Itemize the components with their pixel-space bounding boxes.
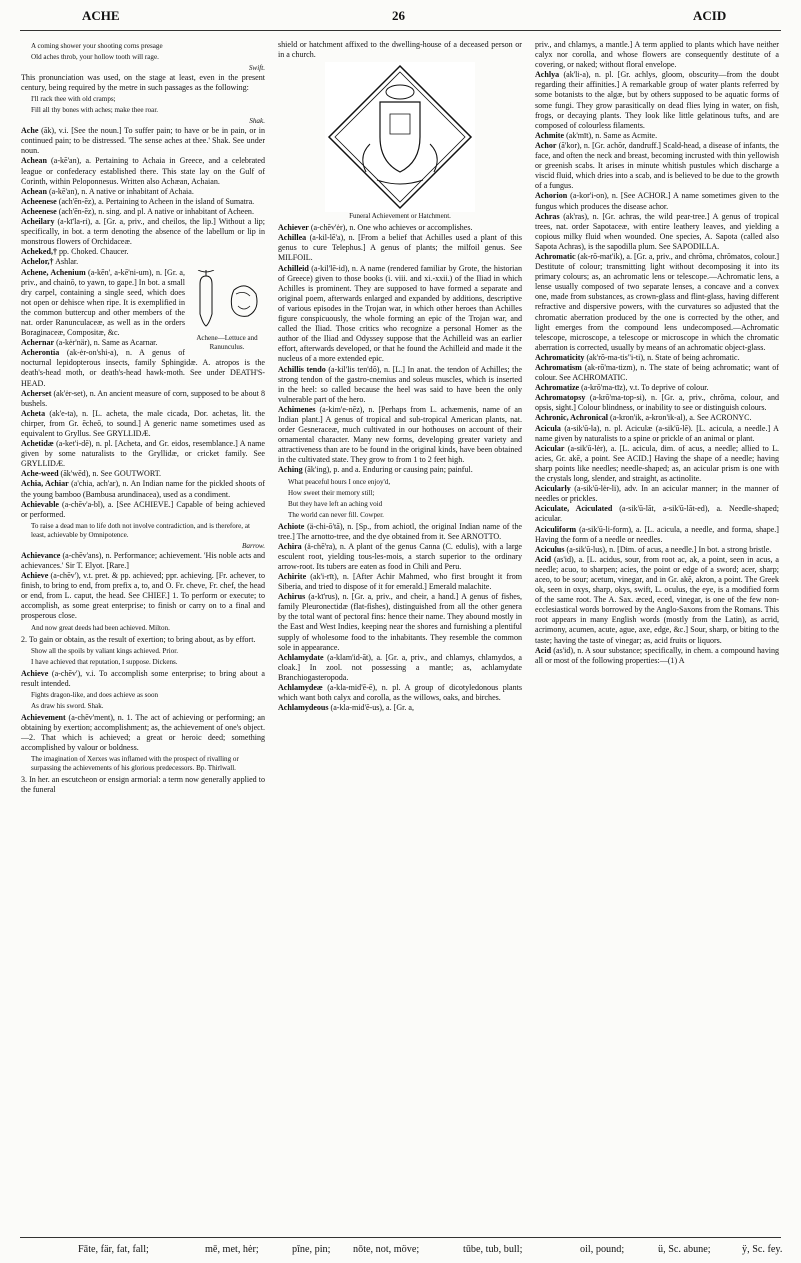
dictionary-entry — [278, 592, 522, 653]
headword: Achillis tendo — [278, 364, 326, 374]
quotation: What peaceful hours I once enjoy'd, — [288, 477, 391, 486]
dictionary-entry — [21, 156, 265, 186]
headword: Achean — [21, 156, 47, 166]
definition-text: (as'id), n. A sour substance; specifically, in chem. a compound having all or most of the following properties:—(1) A — [535, 645, 779, 665]
definition-text: (ak-ėr-on'shi-a), n. A genus of nocturnal lepidopterous insects, family Sphingidæ. A. atropos is the death's-head moth, or death's-head hawk-moth. See under DEATH'S-HEAD. — [21, 348, 265, 388]
headword: Achilleid — [278, 263, 309, 273]
definition-text: (a-chēv'), v.i. To accomplish some enterprise; to bring about a result intended. — [21, 668, 265, 688]
definition-text: (ach'ēn-ēz), n. sing. and pl. A native or inhabitant of Acheen. — [56, 206, 254, 216]
quotation-source: Shak. — [249, 117, 265, 126]
quotation: A coming shower your shooting corns presage — [31, 42, 163, 50]
headword: Achras — [535, 211, 560, 221]
dictionary-entry — [278, 365, 522, 405]
headword: Achiote — [278, 521, 305, 531]
dictionary-entry — [278, 405, 522, 466]
definition-text: (a-kē'an), n. A native or inhabitant of Achaia. — [46, 186, 194, 196]
headword: Ache — [21, 126, 39, 136]
dictionary-entry — [535, 212, 779, 252]
dictionary-entry — [278, 572, 522, 592]
definition-text: (a-sik'ū-la), n. pl. Aciculæ (a-sik'ū-lē). [L. acicula, a needle.] A name given by naturalists to a spine or prickle of an animal or plant. — [535, 423, 779, 443]
quotation: Show all the spoils by valiant kings achieved. Prior. — [31, 646, 178, 655]
quotation: Fill all thy bones with aches; make thee roar. — [31, 106, 159, 115]
quotation: I'll rack thee with old cramps; — [31, 95, 116, 104]
headword: Acicula — [535, 423, 561, 433]
definition-text: (a-sik'ū-lėr-li), adv. In an acicular manner; in the manner of needles or prickles. — [535, 484, 779, 504]
definition-text: (a-chēv'ment), n. 1. The act of achieving or performing; an obtaining by exertion; accomplishment; as, the achievement of one's object.—2. That which is achieved; a great or heroic deed; something accomplished by valour or boldness. — [21, 712, 265, 753]
definition-text: (ak'ras), n. [Gr. achras, the wild pear-tree.] A genus of tropical trees, nat. order Sapotaceæ, with entire leathery leaves, and yielding a copious milky fluid when wounded. One species, A. Sapota (called also Sapota Achras), is the sapodilla plum. See SAPODILLA. — [535, 211, 779, 251]
dictionary-entry — [535, 353, 779, 363]
hatchment-figure — [278, 62, 522, 221]
entry-continuation: This pronunciation was used, on the stage at least, even in the present century, being required by the metre in such passages as the following: — [21, 73, 265, 93]
headword: Acheenese — [21, 206, 57, 216]
definition-text: (ak-rō-mat'ik), a. [Gr. a, priv., and chrōma, chrōmatos, colour.] Destitute of colour; transmitting light without decomposing it into its primary colours; as, an achromatic lens or telescope.—Achromatic lens, a lense usually composed of two separate lenses, a concave and a convex one, made from substances, as crown-glass and flint-glass, having different refractive and dispersive powers, with the curvatures so adjusted that the chromatic aberration produced by the one is corrected by the other, and light emerges from the compound lens undecomposed.—Achromatic telescope, microscope, a telescope or microscope in which the chromatic aberration is corrected, usually by means of an achromatic object-glass. — [535, 251, 779, 352]
dictionary-entry — [21, 669, 265, 689]
dictionary-entry — [535, 70, 779, 131]
definition-text: (a-ket'i-dē), n. pl. [Acheta, and Gr. eidos, resemblance.] A name given by some naturalists to the Gryllidæ, or cricket family. See GRYLLIDÆ. — [21, 439, 265, 469]
definition-text: (a-chēv'ans), n. Performance; achievement. 'His noble acts and achievances.' Sir T. Elyot. [Rare.] — [21, 550, 265, 570]
headword: Achmite — [535, 130, 565, 140]
definition-text: (a-kil-lē'a), n. [From a belief that Achilles used a plant of this genus to cure Telephus.] A genus of plants; the milfoil genus. See MILFOIL. — [278, 233, 522, 263]
definition-text: (a-chēv'a-bl), a. [See ACHIEVE.] Capable of being achieved or performed. — [21, 499, 265, 519]
headword: Aciculus — [535, 544, 565, 554]
headword: Acid — [535, 645, 552, 655]
definition-text: (a-kil'lē-id), n. A name (rendered familiar by Grote, the historian of Greece) given to those books (i. viii. and xi.-xxii.) of the Iliad in which Achilles is prominent. They are supposed to have formed a separate and original poem, afterwards enlarged and expanded by additions, descriptive of various episodes in the Trojan war, in which other heroes than Achilles figure conspicuously, the whole forming an epic of the Trojan war, and called the Iliad. Those critics who recognize a personal Homer as the author of the Iliad and Odyssey suppose that the Achilleid was an earlier effort, afterwards developed, or that he found the Achilleid and made it the nucleus of a more extended epic. — [278, 263, 522, 364]
quotation: The imagination of Xerxes was inflamed with the prospect of rivalling or surpassing the achievements of his glorious predecessors. Bp. Thirlwall. — [31, 755, 239, 773]
key-scots-y: ÿ, Sc. fey. — [742, 1244, 783, 1255]
definition-text: (a-chēv'ėr), n. One who achieves or accomplishes. — [308, 223, 473, 233]
headword: Achronic, Achronical — [535, 413, 609, 423]
headword: Achiever — [278, 223, 309, 233]
definition-text: (āk'ing), p. and a. Enduring or causing pain; painful. — [302, 465, 473, 475]
definition-text: (āk), v.i. [See the noun.] To suffer pain; to have or be in pain, or in continued pain; to be distressed. 'The sense aches at thee.' Shak. See under noun. — [21, 126, 265, 156]
headword: Aciculiform — [535, 524, 577, 534]
headword: Achievement — [21, 712, 66, 722]
achene-figure — [189, 270, 265, 352]
pronunciation-key-footer — [0, 1240, 801, 1260]
headword: Acherontia — [21, 348, 60, 358]
key-scots-u: ü, Sc. abune; — [658, 1244, 711, 1255]
headword: Achlamydate — [278, 652, 324, 662]
headword: Achirus — [278, 592, 306, 602]
headword: Achievance — [21, 550, 61, 560]
dictionary-entry — [535, 504, 779, 524]
headword: Acherset — [21, 388, 52, 398]
dictionary-entry — [535, 525, 779, 545]
entry-continuation: 3. In her. an escutcheon or ensign armorial: a term now generally applied to the funeral — [21, 775, 265, 795]
headword: Acicular — [535, 443, 565, 453]
headword: Achirite — [278, 572, 307, 581]
headword: Achernar — [21, 338, 55, 348]
headword: Achromatopsy — [535, 393, 586, 403]
achene-illustration — [192, 270, 262, 334]
dictionary-entry — [21, 389, 265, 409]
dictionary-entry — [535, 444, 779, 484]
dictionary-entry — [278, 522, 522, 542]
headword: Acid — [535, 554, 552, 564]
column-3 — [535, 40, 779, 666]
headword: Achlamydeous — [278, 703, 329, 713]
definition-text: (ā'kor), n. [Gr. achōr, dandruff.] Scald-head, a disease of infants, the face, and often the neck and breast, becoming incrusted with thin yellowish or greenish scabs. It arises in minute whitish pustules which discharge a viscid fluid, which dries into a scab, and is believed to be due to the growth of a fungus. — [535, 140, 779, 191]
definition-text: (a'chia, ach'ar), n. An Indian name for the pickled shoots of the young bamboo (Bambusa arundinacea), used as a condiment. — [21, 479, 265, 499]
definition-text: (a-chēv'), v.t. pret. & pp. achieved; ppr. achieving. [Fr. achever, to finish, to bring to end, from prefix a, to, and O. Fr. cheve, Fr. chef, the head or end, from L. caput, the head. See CHIEF.] 1. To perform or execute; to accomplish, as some great enterprise; to finish or carry on to a final and prosperous close. — [21, 571, 265, 621]
entry-continuation: shield or hatchment affixed to the dwelling-house of a deceased person or in a church. — [278, 40, 522, 60]
definition-text: (a-sik'ū-lāt, a-sik'ū-lāt-ed), a. Needle-shaped; acicular. — [535, 504, 779, 524]
headword: Acicularly — [535, 484, 571, 494]
hatchment-illustration — [325, 62, 475, 212]
dictionary-entry — [278, 223, 522, 233]
dictionary-entry — [21, 571, 265, 621]
headword: Achromatic — [535, 251, 576, 261]
headword: Achlamydeæ — [278, 683, 323, 693]
dictionary-entry — [535, 555, 779, 646]
headword: Achromaticity — [535, 352, 585, 362]
dictionary-entry — [535, 393, 779, 413]
running-header — [0, 6, 801, 26]
definition-text: (ak'li-a), n. pl. [Gr. achlys, gloom, obscurity—from the doubt regarding their affinities.] A remarkable group of water plants referred by some botanists to the algæ, but by others supposed to be aquatic forms of some fungi. They grow parasitically on dead flies lying in water, on fish, frogs, or decaying plants. They look like little gelatinous tufts, and are composed of colourless filaments. — [535, 70, 779, 130]
column-1 — [21, 40, 265, 795]
headword: Aching — [278, 465, 303, 475]
definition-text: (a-kla-mid'ē-ē), n. pl. A group of dicotyledonous plants which want both calyx and corolla, as the willows, oaks, and birches. — [278, 683, 522, 703]
headword: Aciculate, Aciculated — [535, 504, 613, 514]
quotation-source: Barrow. — [242, 541, 265, 550]
definition-text: pp. Choked. Chaucer. — [57, 247, 129, 257]
figure-caption: Funeral Achievement or Hatchment. — [349, 212, 451, 221]
dictionary-entry — [535, 484, 779, 504]
definition-text: (ä-chē'ra), n. A plant of the genus Canna (C. edulis), with a large esculent root, yielding tous-les-mois, a starch superior to the ordinary arrow-root. Its tubers are eaten as food in Chili and Peru. — [278, 541, 522, 571]
headword: Achene, Achenium — [21, 267, 86, 277]
definition-text: (a-kī'la-ri), a. [Gr. a, priv., and cheilos, the lip.] Without a lip; specifically, in bot. a term denoting the absence of the labellum or lip in monstrous flowers of Orchidaceæ. — [21, 217, 265, 247]
headword: Ache-weed — [21, 469, 59, 479]
quotation: How sweet their memory still; — [288, 488, 375, 497]
dictionary-entry — [21, 409, 265, 439]
key-o-vowels: nōte, not, möve; — [353, 1244, 420, 1255]
dictionary-entry — [535, 363, 779, 383]
headword: Achillea — [278, 233, 307, 243]
dictionary-entry — [21, 187, 265, 197]
figure-caption: Achene—Lettuce and Ranunculus. — [196, 333, 258, 351]
headword: Achromatize — [535, 383, 580, 393]
headword: Achean — [21, 186, 47, 196]
headword: Acheta — [21, 408, 46, 418]
quotation: I have achieved that reputation, I suppose. Dickens. — [31, 657, 178, 666]
headword: Achira — [278, 541, 302, 551]
dictionary-entry — [535, 413, 779, 423]
headword: Achlya — [535, 70, 560, 80]
dictionary-entry — [21, 551, 265, 571]
dictionary-entry — [21, 126, 265, 156]
key-u-vowels: tūbe, tub, bull; — [463, 1244, 523, 1255]
headword: Achromatism — [535, 363, 582, 372]
key-a-vowels: Fāte, fär, fat, fall; — [78, 1244, 149, 1255]
definition-text: (a-kē'an), a. Pertaining to Achaia in Greece, and a celebrated league or confederacy established there. This state lay on the Gulf of Corinth, within Peloponnesus. Written also Achæan, Achaian. — [21, 156, 265, 186]
dictionary-entry — [535, 646, 779, 666]
headword: Acheilary — [21, 217, 55, 227]
definition-text: (a-kī'rus), n. [Gr. a, priv., and cheir, a hand.] A genus of fishes, family Pleuronectidæ (flat-fishes), distinguished from all the other genera by the total want of pectoral fins: hence their name. They abound mostly in the East and West Indies, keeping near the shores and furnishing a plentiful supply of wholesome food to the inhabitants. They resemble the common sole in appearance. — [278, 592, 522, 652]
definition-text: (ak'e-ta), n. [L. acheta, the male cicada, Dor. achetas, lit. the chirper, from Gr. ēcheō, to sound.] A generic name sometimes used as equivalent to Gryllus. See GRYLLIDÆ. — [21, 408, 265, 438]
definition-text: (a-klam'id-āt), a. [Gr. a, priv., and chlamys, chlamydos, a cloak.] In zool. not possessing a mantle; as, achlamydate Branchiogasteropoda. — [278, 652, 522, 682]
dictionary-entry — [278, 542, 522, 572]
dictionary-entry — [535, 252, 779, 353]
definition-text: (as'id), a. [L. acidus, sour, from root ac, ak, a point, seen in acus, a needle; acuo, to sharpen; acies, the point or edge of a sword; acer, sharp; aceo, to be sour; acetum, vinegar, and in Gr. akē, akron, a point. The Greek ok, seen in oxys, sharp, okys, swift, L. oculus, the eye, is a modified form of the same root. The A. Sax. æced, eced, vinegar, is one of the few non-ecclesiastical words borrowed by the Anglo-Saxons from the Romans. This root appears in many English words (mostly from the Latin), as acrid, acrimony, acumen, acute, ague, axe, edge, &c.] Sour, sharp, or biting to the taste; having the taste of vinegar; as, acid fruits or liquors. — [535, 554, 779, 645]
definition-text: (a-sik'ū-li-form), a. [L. acicula, a needle, and forma, shape.] Having the form of a needle or needles. — [535, 524, 779, 544]
definition-text: (a-kla-mid'ē-us), a. [Gr. a, — [328, 703, 414, 713]
headword: Achia, Achiar — [21, 479, 69, 489]
quotation: Old aches throb, your hollow tooth will rage. — [31, 53, 159, 61]
definition-text: (a-kil'lis ten'dō), n. [L.] In anat. the tendon of Achilles; the strong tendon of the gastro-cnemius and soleus muscles, which is inserted in the heel: so called because the heel was said to have been the only vulnerable part of the hero. — [278, 364, 522, 404]
headword: Achetidæ — [21, 439, 54, 449]
dictionary-entry — [21, 207, 265, 217]
definition-text: (a-kor'i-on), n. [See ACHOR.] A name sometimes given to the fungus which produces the disease achor. — [535, 191, 779, 211]
definition-text: (āk'wēd), n. See GOUTWORT. — [58, 469, 162, 479]
definition-text: (a-krō'ma-tīz), v.t. To deprive of colour. — [579, 383, 709, 393]
definition-text: (a-krō'ma-top-si), n. [Gr. a, priv., chrōma, colour, and opsis, sight.] Colour blindness, or inability to see or distinguish colours. — [535, 393, 779, 413]
dictionary-entry — [278, 653, 522, 683]
definition-text: (ak'mīt), n. Same as Acmite. — [564, 130, 658, 140]
dictionary-entry — [278, 264, 522, 365]
definition-text: (ä-chi-ō'tā), n. [Sp., from achiotl, the original Indian name of the tree.] The arnotto-tree, and the dye obtained from it. See ARNOTTO. — [278, 521, 522, 541]
entry-continuation: priv., and chlamys, a mantle.] A term applied to plants which have neither calyx nor corolla, and whose flowers are consequently destitute of a covering, or naked; without floral envelope. — [535, 40, 779, 70]
headword: Achor — [535, 140, 557, 150]
definition-text: (a-sik'ū-lėr), a. [L. acicula, dim. of acus, a needle; allied to L. acies, Gr. akē, a point. See ACID.] Having the shape of a needle; having sharp points like needles; needle-shaped; as, an acicular prism is one with the crystals long, slender, and straight, as actinolite. — [535, 443, 779, 484]
footer-rule — [20, 1237, 781, 1238]
dictionary-entry — [21, 439, 265, 469]
quotation: To raise a dead man to life doth not involve contradiction, and is therefore, at least, achievable by Omnipotence. — [31, 521, 250, 539]
headword: Acheenese — [21, 196, 57, 206]
headword: Achimenes — [278, 404, 316, 414]
quotation: But they have left an aching void — [288, 499, 383, 508]
dictionary-entry — [535, 131, 779, 141]
dictionary-entry — [535, 545, 779, 555]
header-right-guideword: ACID — [693, 8, 727, 23]
headword: Achievable — [21, 499, 59, 509]
headword: Achelor,† — [21, 257, 54, 267]
definition-text: (a-sik'ū-lus), n. [Dim. of acus, a needle.] In bot. a strong bristle. — [564, 544, 772, 554]
header-rule — [20, 30, 781, 31]
dictionary-entry — [21, 217, 265, 247]
dictionary-entry — [278, 465, 522, 475]
dictionary-entry — [21, 247, 265, 257]
definition-text: (a-kim'e-nēz), n. [Perhaps from L. achæmenis, name of an Indian plant.] A genus of tropical and sub-tropical American plants, nat. order Gesneraceæ, much cultivated in our hothouses on account of their ornamental character. Many new forms, developing greater variety and attractiveness than are to be found in the original kinds, have been obtained in the cultivated state. They grow to from 1 to 2 feet high. — [278, 404, 522, 465]
quotation: As draw his sword. Shak. — [31, 701, 104, 710]
headword: Achieve — [21, 668, 49, 678]
definition-text: (ach'ēn-ēz), a. Pertaining to Acheen in the island of Sumatra. — [56, 196, 255, 206]
dictionary-entry — [535, 424, 779, 444]
definition-text: (a-kėr'när), n. Same as Acarnar. — [54, 338, 158, 348]
key-e-vowels: mē, met, hėr; — [205, 1244, 259, 1255]
key-diphthongs: oil, pound; — [580, 1244, 625, 1255]
dictionary-entry — [278, 233, 522, 263]
dictionary-entry — [535, 191, 779, 211]
dictionary-entry — [278, 683, 522, 703]
dictionary-entry — [278, 703, 522, 713]
quotation: Fights dragon-like, and does achieve as soon — [31, 690, 159, 699]
definition-text: (ak'i-rīt), n. [After Achir Mahmed, who first brought it from Siberia, and tried to dispose of it for emerald.] Emerald malachite. — [278, 572, 522, 592]
definition-text: (a-kron'ik, a-kron'ik-al), a. See ACRONYC. — [608, 413, 752, 423]
dictionary-entry — [21, 197, 265, 207]
dictionary-entry — [21, 257, 265, 267]
dictionary-entry — [535, 141, 779, 191]
definition-text: (ak'ėr-set), n. An ancient measure of corn, supposed to be about 8 bushels. — [21, 388, 265, 408]
dictionary-entry — [21, 713, 265, 753]
dictionary-entry — [21, 348, 265, 388]
header-left-guideword: ACHE — [82, 8, 120, 23]
dictionary-entry — [21, 500, 265, 520]
headword: Achieve — [21, 571, 49, 581]
definition-text: (a-kēn', a-kē'ni-um), n. [Gr. a, priv., and chainō, to yawn, to gape.] In bot. a small dry carpel, containing a single seed, which does not open or dehisce when ripe. It is exemplified in the common buttercup and other members of the nat. order Ranunculaceæ, as well as in the orders Boraginaceæ, Compositæ, &c. — [21, 267, 186, 338]
entry-continuation: 2. To gain or obtain, as the result of exertion; to bring about, as by effort. — [21, 634, 256, 644]
quotation: And now great deeds had been achieved. Milton. — [31, 623, 170, 632]
definition-text: Ashlar. — [53, 257, 79, 267]
column-2 — [278, 40, 522, 713]
definition-text: (ak'rō-ma-tis"i-ti), n. State of being achromatic. — [584, 352, 740, 362]
dictionary-entry — [535, 383, 779, 393]
headword: Acheked,† — [21, 247, 57, 257]
quotation: The world can never fill. Cowper. — [288, 510, 384, 519]
dictionary-entry — [21, 479, 265, 499]
headword: Achorion — [535, 191, 568, 201]
dictionary-entry — [21, 469, 265, 479]
quotation-source: Swift. — [248, 64, 265, 72]
page-number: 26 — [392, 8, 405, 23]
definition-text: (ak-rō'ma-tizm), n. The state of being achromatic; want of colour. See ACHROMATIC. — [535, 363, 779, 383]
key-i-vowels: pīne, pin; — [292, 1244, 331, 1255]
